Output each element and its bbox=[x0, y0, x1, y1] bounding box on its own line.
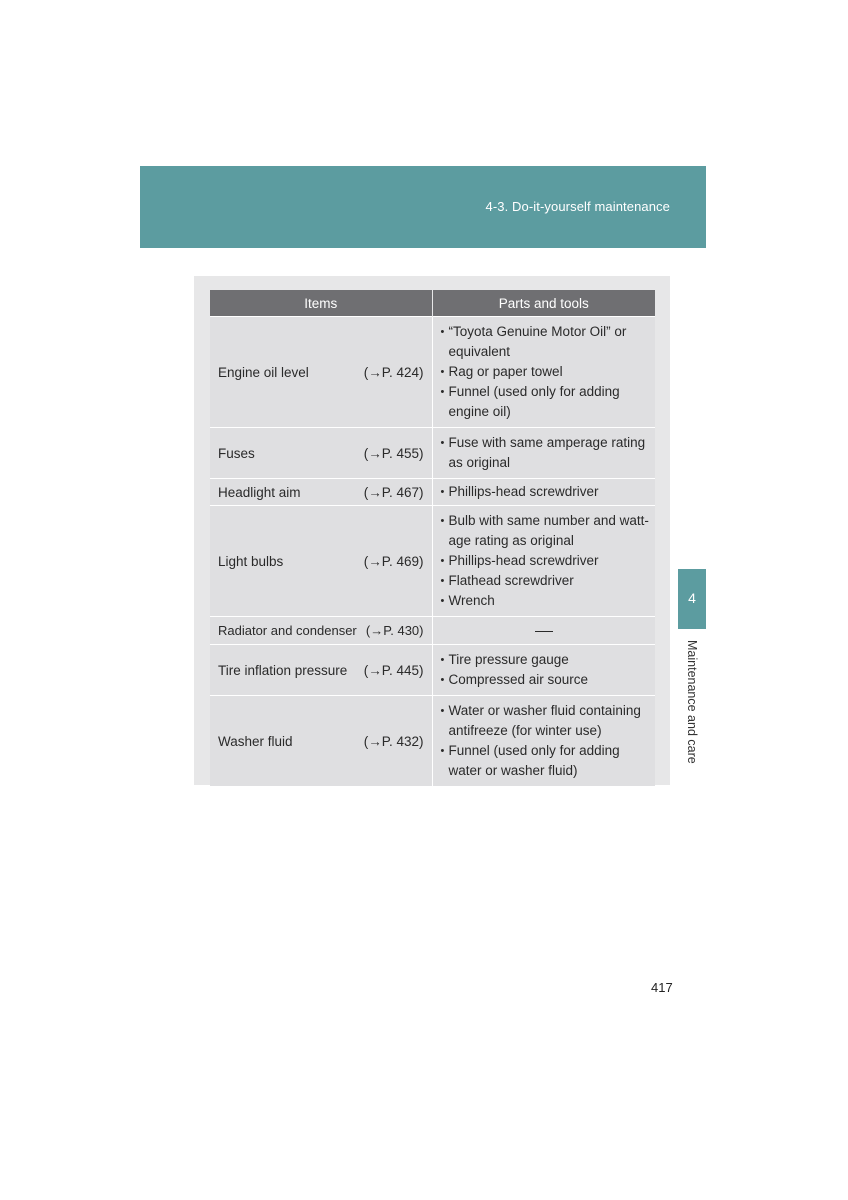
list-item: • Water or washer fluid containing antifreeze (for winter use) bbox=[441, 701, 652, 741]
table-row bbox=[210, 645, 655, 696]
table-row bbox=[210, 617, 655, 645]
item-cell bbox=[210, 317, 432, 428]
chapter-tab[interactable]: 4 bbox=[678, 569, 706, 629]
table-row bbox=[210, 696, 655, 787]
table-row bbox=[210, 428, 655, 479]
parts-cell bbox=[432, 645, 655, 696]
not-applicable-dash bbox=[535, 631, 553, 632]
list-item: • Phillips-head screwdriver bbox=[441, 482, 652, 502]
list-item: • Funnel (used only for adding engine oil) bbox=[441, 382, 652, 422]
item-name: Engine oil level bbox=[218, 364, 309, 380]
page-reference: (→P. 455) bbox=[363, 445, 424, 461]
item-name: Fuses bbox=[218, 445, 255, 461]
item-cell bbox=[210, 506, 432, 617]
list-item: • Compressed air source bbox=[441, 670, 652, 690]
parts-cell bbox=[432, 317, 655, 428]
table-row bbox=[210, 479, 655, 506]
page-reference: (→P. 467) bbox=[363, 484, 424, 500]
list-item: • Flathead screwdriver bbox=[441, 571, 652, 591]
chapter-label: Maintenance and care bbox=[685, 640, 699, 764]
parts-cell bbox=[432, 479, 655, 506]
page-reference: (→P. 424) bbox=[363, 364, 424, 380]
list-item: • Rag or paper towel bbox=[441, 362, 652, 382]
parts-cell bbox=[432, 506, 655, 617]
tools-table bbox=[210, 290, 655, 786]
table-row bbox=[210, 317, 655, 428]
tools-panel bbox=[194, 276, 670, 785]
list-item: • Wrench bbox=[441, 591, 652, 611]
column-header-items: Items bbox=[210, 290, 432, 317]
list-item: • Fuse with same amperage rating as original bbox=[441, 433, 652, 473]
item-cell bbox=[210, 645, 432, 696]
item-cell bbox=[210, 479, 432, 506]
item-name: Washer fluid bbox=[218, 733, 293, 749]
list-item: • Funnel (used only for adding water or washer fluid) bbox=[441, 741, 652, 781]
item-cell bbox=[210, 617, 432, 645]
list-item: • Phillips-head screwdriver bbox=[441, 551, 652, 571]
parts-cell bbox=[432, 428, 655, 479]
header-band bbox=[140, 166, 706, 248]
table-header-row bbox=[210, 290, 655, 317]
table-row bbox=[210, 506, 655, 617]
column-header-parts: Parts and tools bbox=[432, 290, 655, 317]
item-name: Headlight aim bbox=[218, 484, 301, 500]
item-cell bbox=[210, 428, 432, 479]
item-cell bbox=[210, 696, 432, 787]
page-reference: (→P. 432) bbox=[363, 733, 424, 749]
parts-cell bbox=[432, 696, 655, 787]
page-number: 417 bbox=[651, 980, 673, 995]
item-name: Tire inflation pressure bbox=[218, 662, 348, 678]
item-name: Light bulbs bbox=[218, 553, 284, 569]
page-reference: (→P. 469) bbox=[363, 553, 424, 569]
page-reference: (→P. 430) bbox=[365, 623, 424, 638]
list-item: • Tire pressure gauge bbox=[441, 650, 652, 670]
list-item: • Bulb with same number and watt-age rating as original bbox=[441, 511, 652, 551]
section-title: 4-3. Do-it-yourself maintenance bbox=[485, 199, 670, 214]
page-reference: (→P. 445) bbox=[363, 662, 424, 678]
parts-cell bbox=[432, 617, 655, 645]
item-name: Radiator and condenser bbox=[218, 623, 357, 638]
list-item: • “Toyota Genuine Motor Oil” or equivalent bbox=[441, 322, 652, 362]
